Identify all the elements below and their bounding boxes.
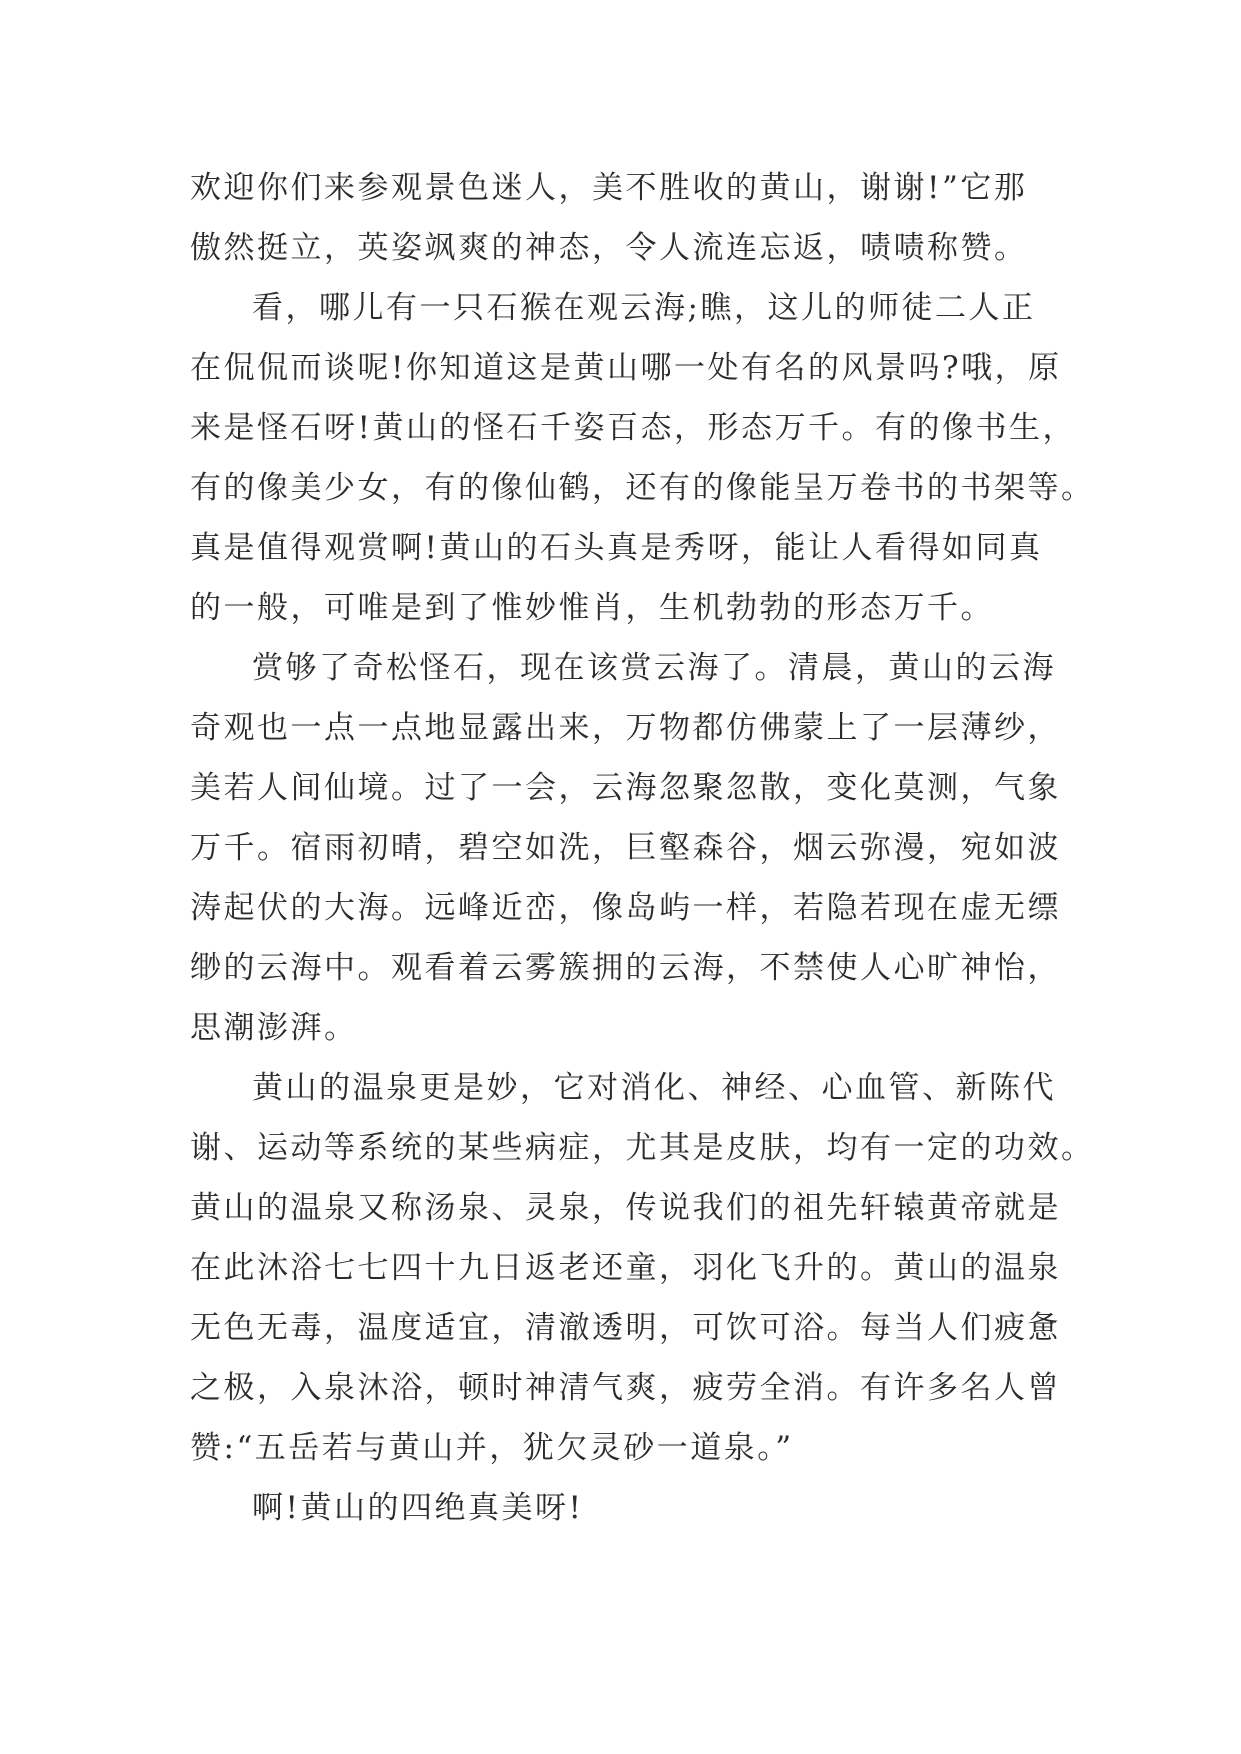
document-body [190,158,1095,1538]
text-line: 在侃侃而谈呢!你知道这是黄山哪一处有名的风景吗?哦，原 [190,350,1062,386]
paragraph-start-line: 啊!黄山的四绝真美呀! [252,1490,584,1526]
text-line: 缈的云海中。观看着云雾簇拥的云海，不禁使人心旷神怡， [190,950,1061,986]
paragraph-start-line: 看，哪儿有一只石猴在观云海;瞧，这儿的师徒二人正 [252,290,1036,326]
text-line: 的一般，可唯是到了惟妙惟肖，生机勃勃的形态万千。 [190,590,994,626]
text-line: 涛起伏的大海。远峰近峦，像岛屿一样，若隐若现在虚无缥 [190,890,1061,926]
text-line: 思潮澎湃。 [190,1010,358,1046]
text-line: 真是值得观赏啊!黄山的石头真是秀呀，能让人看得如同真 [190,530,1043,566]
text-line: 来是怪石呀!黄山的怪石千姿百态，形态万千。有的像书生， [190,410,1076,446]
text-line: 奇观也一点一点地显露出来，万物都仿佛蒙上了一层薄纱， [190,710,1061,746]
text-line: 万千。宿雨初晴，碧空如洗，巨壑森谷，烟云弥漫，宛如波 [190,830,1061,866]
text-line: 在此沐浴七七四十九日返老还童，羽化飞升的。黄山的温泉 [190,1250,1061,1286]
text-line: 赞:“五岳若与黄山并，犹欠灵砂一道泉。” [190,1430,794,1466]
text-line: 之极，入泉沐浴，顿时神清气爽，疲劳全消。有许多名人曾 [190,1370,1061,1406]
text-line: 黄山的温泉又称汤泉、灵泉，传说我们的祖先轩辕黄帝就是 [190,1190,1061,1226]
text-line: 无色无毒，温度适宜，清澈透明，可饮可浴。每当人们疲惫 [190,1310,1061,1346]
paragraph-start-line: 黄山的温泉更是妙，它对消化、神经、心血管、新陈代 [252,1070,1056,1106]
paragraph-start-line: 赏够了奇松怪石，现在该赏云海了。清晨，黄山的云海 [252,650,1056,686]
text-line: 谢、运动等系统的某些病症，尤其是皮肤，均有一定的功效。 [190,1130,1095,1166]
text-line: 美若人间仙境。过了一会，云海忽聚忽散，变化莫测，气象 [190,770,1061,806]
text-line: 欢迎你们来参观景色迷人，美不胜收的黄山，谢谢!”它那 [190,170,1028,206]
text-line: 傲然挺立，英姿飒爽的神态，令人流连忘返，啧啧称赞。 [190,230,1028,266]
text-line: 有的像美少女，有的像仙鹤，还有的像能呈万卷书的书架等。 [190,470,1095,506]
